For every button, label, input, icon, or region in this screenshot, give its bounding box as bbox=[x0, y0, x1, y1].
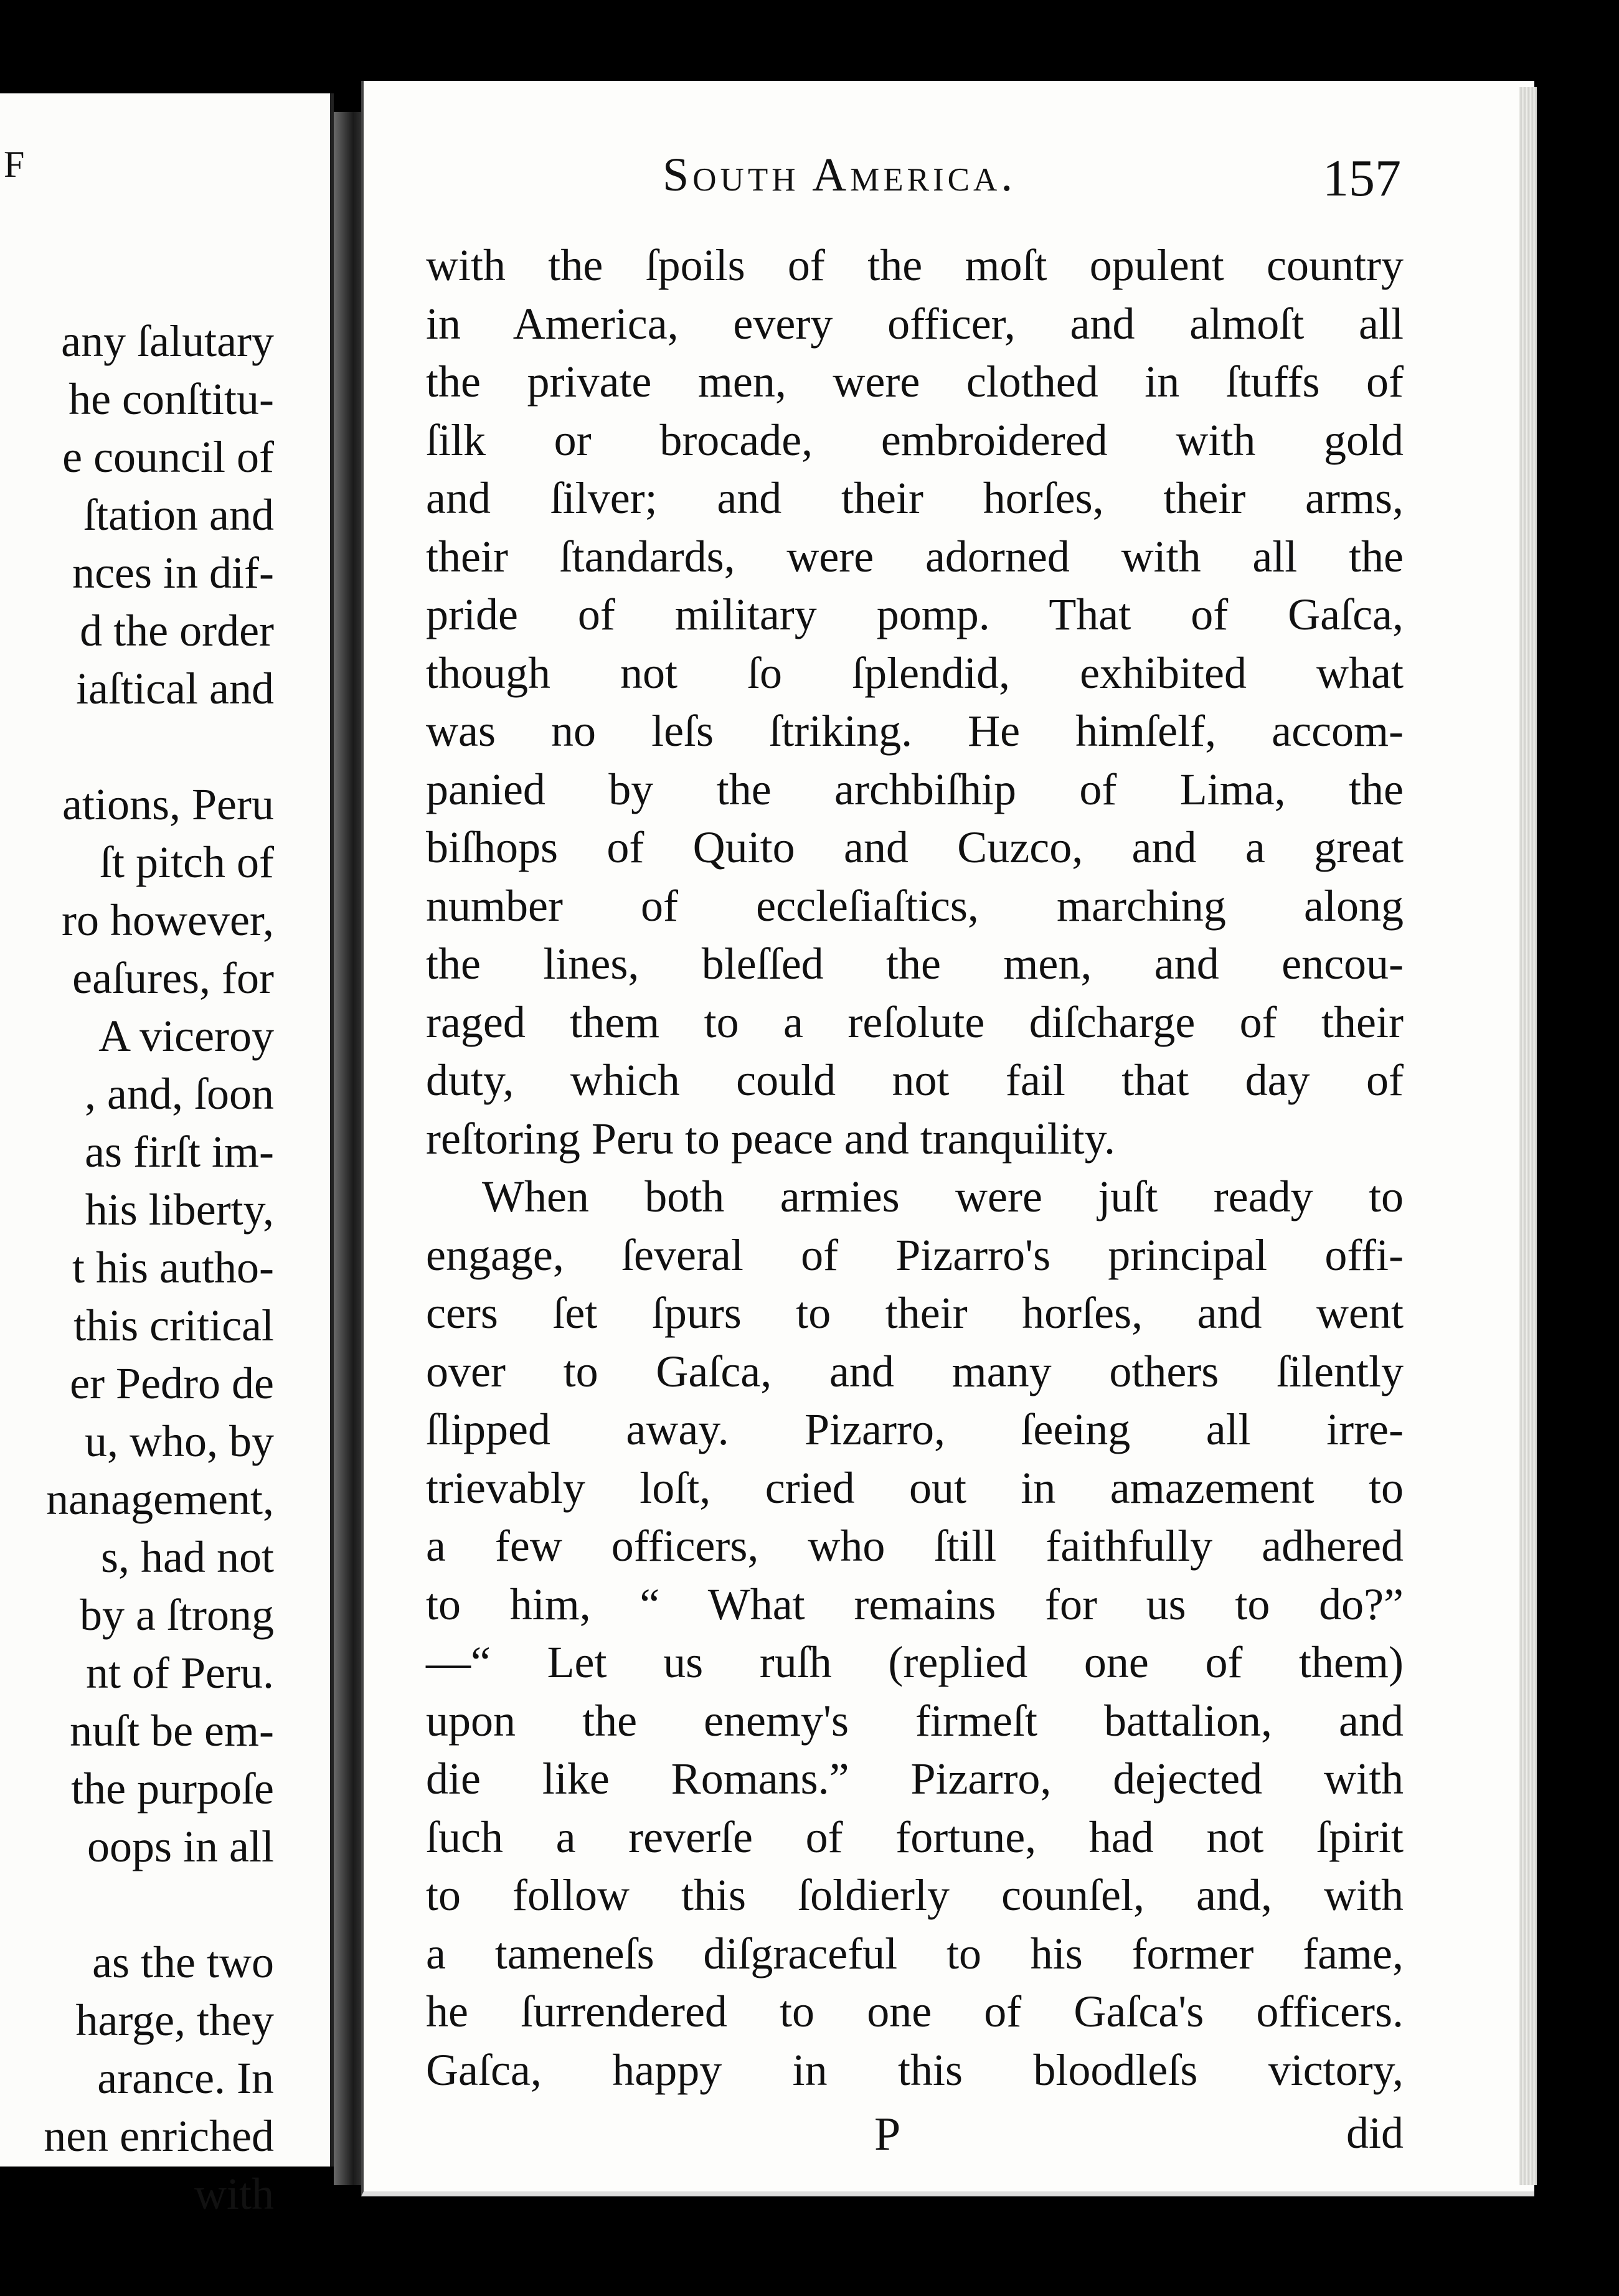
text-line: cers ſet ſpurs to their horſes, and went bbox=[426, 1288, 1404, 1338]
text-line: a few officers, who ſtill faithfully adhered bbox=[426, 1521, 1404, 1571]
left-text-line: u, who, by bbox=[85, 1416, 274, 1466]
page-number: 157 bbox=[1323, 149, 1401, 207]
right-page bbox=[361, 81, 1534, 2196]
left-text-line: e council of bbox=[62, 432, 274, 482]
page-footer bbox=[426, 2107, 1404, 2170]
left-text-line: the purpoſe bbox=[71, 1764, 274, 1814]
text-line: their ſtandards, were adorned with all the bbox=[426, 531, 1404, 581]
text-line: trievably loſt, cried out in amazement to bbox=[426, 1462, 1404, 1513]
paragraph-start-line: When both armies were juſt ready to bbox=[482, 1172, 1404, 1221]
running-title: South America. bbox=[663, 149, 1017, 201]
left-text-line: his liberty, bbox=[85, 1185, 274, 1235]
text-line: the private men, were clothed in ſtuffs of bbox=[426, 357, 1404, 407]
text-line: over to Gaſca, and many others ſilently bbox=[426, 1346, 1404, 1396]
left-text-line: harge, they bbox=[75, 1995, 274, 2045]
page-edge bbox=[1519, 87, 1537, 2185]
text-line: biſhops of Quito and Cuzco, and a great bbox=[426, 822, 1404, 872]
left-text-line: this critical bbox=[73, 1301, 274, 1350]
text-line: upon the enemy's firmeſt battalion, and bbox=[426, 1695, 1404, 1746]
left-text-line: ro however, bbox=[62, 895, 274, 945]
left-page-text bbox=[0, 313, 274, 2223]
left-text-line: nen enriched bbox=[44, 2111, 274, 2161]
left-text-line: nces in dif- bbox=[72, 548, 274, 598]
text-line: die like Romans.” Pizarro, dejected with bbox=[426, 1754, 1404, 1804]
left-text-line: er Pedro de bbox=[70, 1358, 274, 1408]
left-text-line: ſt pitch of bbox=[100, 837, 274, 887]
left-page bbox=[0, 93, 334, 2219]
left-text-line: any ſalutary bbox=[61, 316, 274, 366]
left-text-line: ations, Peru bbox=[62, 779, 274, 829]
text-line: —“ Let us ruſh (replied one of them) bbox=[426, 1637, 1404, 1687]
text-line: with the ſpoils of the moſt opulent country bbox=[426, 240, 1404, 290]
left-text-line bbox=[0, 1876, 274, 1934]
body-text bbox=[426, 237, 1404, 2099]
left-text-line: he conſtitu- bbox=[68, 374, 274, 424]
running-head bbox=[364, 148, 1534, 217]
left-text-line: as the two bbox=[92, 1937, 274, 1987]
text-line: the lines, bleſſed the men, and encou- bbox=[426, 939, 1404, 989]
left-catchword: with bbox=[194, 2169, 274, 2219]
text-line: engage, ſeveral of Pizarro's principal offi- bbox=[426, 1230, 1404, 1280]
text-line: ſilk or brocade, embroidered with gold bbox=[426, 415, 1404, 465]
text-line: Gaſca, happy in this bloodleſs victory, bbox=[426, 2044, 1404, 2095]
text-line: to follow this ſoldierly counſel, and, with bbox=[426, 1870, 1404, 1920]
left-text-line: nuſt be em- bbox=[70, 1706, 274, 1756]
text-line: though not ſo ſplendid, exhibited what bbox=[426, 647, 1404, 698]
left-text-line: A viceroy bbox=[98, 1011, 274, 1061]
text-line: to him, “ What remains for us to do?” bbox=[426, 1579, 1404, 1629]
left-text-line: d the order bbox=[80, 606, 274, 656]
text-line: ſlipped away. Pizarro, ſeeing all irre- bbox=[426, 1404, 1404, 1454]
left-text-line: iaſtical and bbox=[76, 664, 274, 713]
text-line: raged them to a reſolute diſcharge of their bbox=[426, 997, 1404, 1047]
left-text-line: eaſures, for bbox=[72, 953, 274, 1003]
text-line: pride of military pomp. That of Gaſca, bbox=[426, 590, 1404, 639]
text-line: he ſurrendered to one of Gaſca's officers. bbox=[426, 1987, 1404, 2036]
left-text-line: , and, ſoon bbox=[85, 1069, 274, 1119]
left-text-line: s, had not bbox=[101, 1532, 274, 1582]
text-line: in America, every officer, and almoſt all bbox=[426, 298, 1404, 349]
text-line: was no leſs ſtriking. He himſelf, accom- bbox=[426, 706, 1404, 756]
left-text-line: nt of Peru. bbox=[86, 1648, 274, 1698]
left-text-line: ſtation and bbox=[83, 490, 274, 540]
left-text-line: as firſt im- bbox=[85, 1127, 274, 1177]
text-line: number of eccleſiaſtics, marching along bbox=[426, 880, 1404, 931]
left-text-line: by a ſtrong bbox=[80, 1590, 274, 1640]
signature-mark: P bbox=[874, 2108, 901, 2160]
left-text-line: arance. In bbox=[97, 2053, 274, 2103]
text-line: a tameneſs diſgraceful to his former fame, bbox=[426, 1928, 1404, 1978]
catchword: did bbox=[1346, 2108, 1404, 2158]
left-text-line: oops in all bbox=[87, 1822, 274, 1871]
text-line: ſuch a reverſe of fortune, had not ſpirit bbox=[426, 1812, 1404, 1862]
paragraph-end-line: reſtoring Peru to peace and tranquility. bbox=[426, 1113, 1115, 1164]
left-running-head-fragment: F bbox=[4, 144, 25, 185]
left-text-line: t his autho- bbox=[72, 1243, 274, 1292]
left-text-line bbox=[0, 718, 274, 776]
text-line: duty, which could not fail that day of bbox=[426, 1055, 1404, 1105]
text-line: and ſilver; and their horſes, their arms, bbox=[426, 473, 1404, 523]
left-text-line: nanagement, bbox=[46, 1474, 274, 1524]
text-line: panied by the archbiſhip of Lima, the bbox=[426, 764, 1404, 814]
